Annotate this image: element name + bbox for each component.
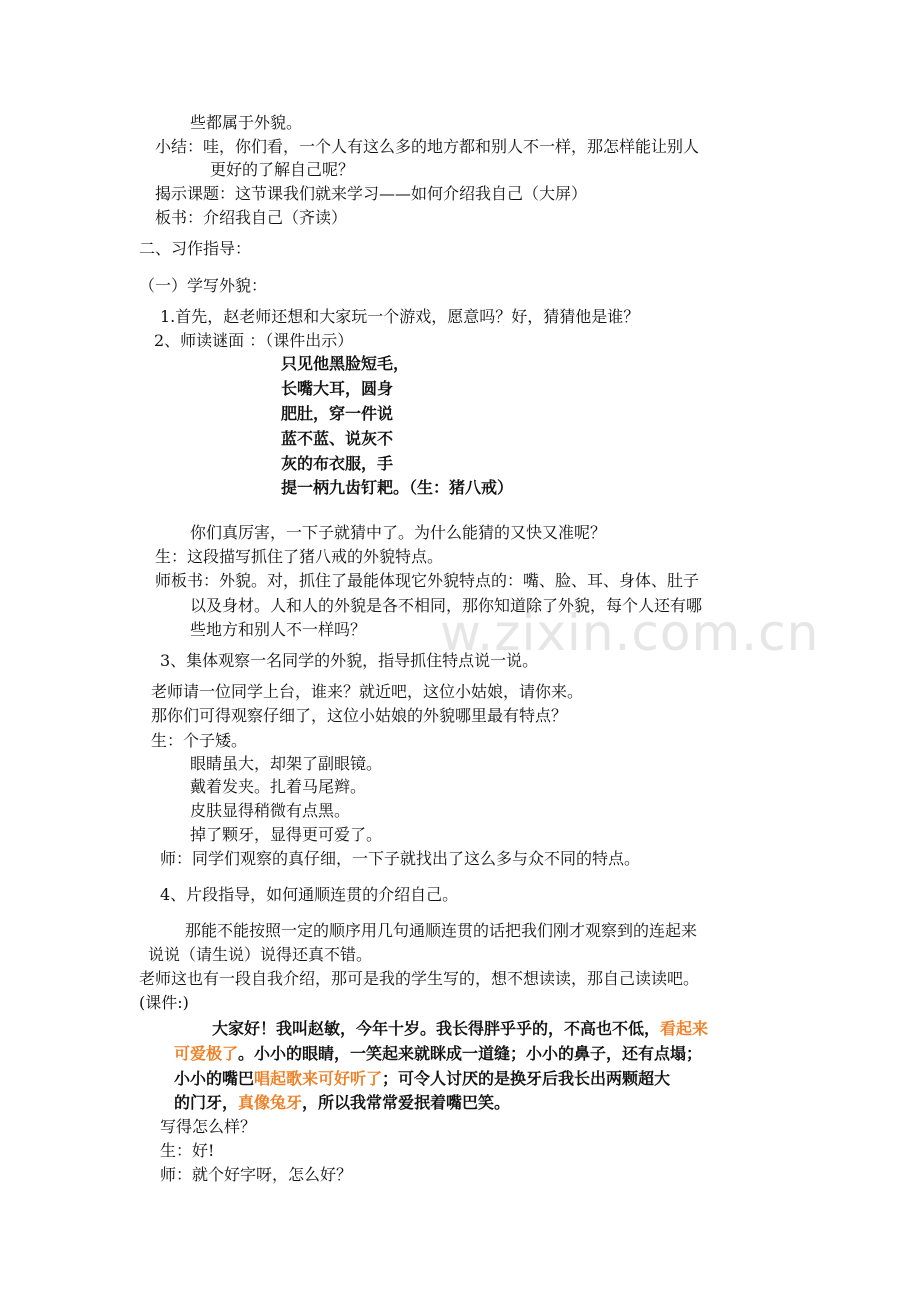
highlight-phrase: 唱起歌来可好听了 (254, 1069, 383, 1088)
watermark: w.zixin.com.cn (440, 604, 820, 662)
riddle-line: 长嘴大耳，圆身 (281, 379, 394, 398)
text-line: 4、片段指导，如何通顺连贯的介绍自己。 (160, 885, 459, 904)
riddle-line: 肥肚，穿一件说 (281, 404, 394, 423)
text-line: 那能不能按照一定的顺序用几句通顺连贯的话把我们刚才观察到的连起来 (185, 921, 698, 940)
sample-paragraph-line: 小小的嘴巴唱起歌来可好听了；可令人讨厌的是换牙后我长出两颗超大 (174, 1069, 671, 1088)
text-line: 板书：介绍我自己（齐读） (155, 208, 348, 227)
text-line: 生：好! (160, 1141, 215, 1160)
highlight-phrase: 可爱极了 (174, 1044, 239, 1063)
text-line: 师板书：外貌。对，抓住了最能体现它外貌特点的：嘴、脸、耳、身体、肚子 (155, 571, 700, 590)
text-line: 小结：哇，你们看，一个人有这么多的地方都和别人不一样，那怎样能让别人 (155, 137, 700, 156)
highlight-phrase: 真像兔牙 (238, 1093, 303, 1112)
sample-paragraph-line: 可爱极了。小小的眼睛，一笑起来就眯成一道缝；小小的鼻子，还有点塌； (174, 1044, 703, 1063)
text-line: 眼睛虽大，却架了副眼镜。 (190, 754, 383, 773)
text-line: 写得怎么样？ (160, 1117, 257, 1136)
text-line: 生：这段描写抓住了猪八戒的外貌特点。 (155, 547, 444, 566)
text-line: 生：个子矮。 (151, 731, 248, 750)
highlight-phrase: 看起来 (660, 1019, 709, 1038)
text-line: 那你们可得观察仔细了，这位小姑娘的外貌哪里最有特点？ (151, 706, 568, 725)
riddle-line: 灰的布衣服，手 (281, 454, 394, 473)
text-line: 老师请一位同学上台，谁来？就近吧，这位小姑娘，请你来。 (151, 682, 584, 701)
text-line: 说说（请生说）说得还真不错。 (148, 945, 373, 964)
sample-paragraph-line: 大家好！我叫赵敏，今年十岁。我长得胖乎乎的，不高也不低，看起来 (212, 1019, 709, 1038)
text-line: 老师这也有一段自我介绍，那可是我的学生写的，想不想读读，那自己读读吧。 (139, 969, 700, 988)
text-line: 掉了颗牙，显得更可爱了。 (190, 825, 383, 844)
section-heading: 二、习作指导： (139, 239, 252, 258)
text-line: 1.首先，赵老师还想和大家玩一个游戏，愿意吗？好，猜猜他是谁？ (160, 307, 640, 326)
riddle-line: 蓝不蓝、说灰不 (281, 429, 394, 448)
text-line: 你们真厉害，一下子就猜中了。为什么能猜的又快又准呢？ (190, 523, 607, 542)
riddle-line: 提一柄九齿钉耙。（生：猪八戒） (281, 478, 514, 497)
text-line: (课件:) (139, 993, 189, 1012)
text-line: 2、师读谜面 ：（课件出示） (154, 331, 354, 350)
text-line: 揭示课题：这节课我们就来学习——如何介绍我自己（大屏） (155, 184, 588, 203)
text-line: 皮肤显得稍微有点黑。 (190, 801, 351, 820)
text-line: 戴着发夹。扎着马尾辫。 (190, 777, 367, 796)
riddle-line: 只见他黑脸短毛， (281, 354, 410, 373)
text-line: 更好的了解自己呢？ (210, 160, 355, 179)
text-line: 师：同学们观察的真仔细，一下子就找出了这么多与众不同的特点。 (160, 849, 641, 868)
text-line: 师：就个好字呀，怎么好？ (160, 1165, 353, 1184)
subsection-heading: （一）学写外貌： (139, 276, 268, 295)
text-line: 些都属于外貌。 (190, 113, 303, 132)
text-line: 些地方和别人不一样吗？ (190, 620, 367, 639)
text-line: 以及身材。人和人的外貌是各不相同，那你知道除了外貌，每个人还有哪 (190, 596, 703, 615)
text-line: 3、集体观察一名同学的外貌，指导抓住特点说一说。 (160, 651, 539, 670)
sample-paragraph-line: 的门牙，真像兔牙，所以我常常爱抿着嘴巴笑。 (174, 1093, 511, 1112)
